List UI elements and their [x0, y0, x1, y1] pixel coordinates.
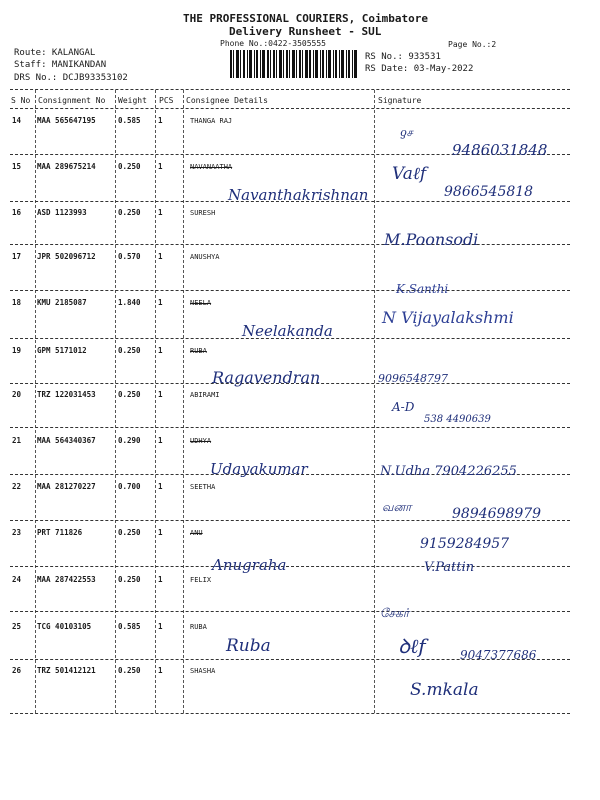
row-sno: 16	[12, 208, 22, 217]
row-rule	[10, 290, 570, 291]
col-header-signature: Signature	[378, 96, 422, 105]
row-sno: 20	[12, 390, 22, 399]
row-weight: 0.250	[118, 346, 141, 355]
row-sno: 21	[12, 436, 22, 445]
row-weight: 0.585	[118, 116, 141, 125]
row-weight: 0.290	[118, 436, 141, 445]
row-rule	[10, 427, 570, 428]
row-rule	[10, 244, 570, 245]
row-weight: 0.250	[118, 575, 141, 584]
row-weight: 0.250	[118, 666, 141, 675]
row-weight: 0.250	[118, 390, 141, 399]
col-header-consignee: Consignee Details	[186, 96, 268, 105]
rs-number: RS No.: 933531	[365, 52, 441, 62]
col-header-pcs: PCS	[159, 96, 174, 105]
handwritten-name: S.mkala	[410, 680, 479, 700]
row-weight: 0.585	[118, 622, 141, 631]
handwritten-name: Navanthakrishnan	[228, 186, 369, 204]
handwritten-signature-mark: ꝺℓf	[398, 634, 426, 658]
row-sno: 17	[12, 252, 22, 261]
handwritten-phone: 9159284957	[420, 536, 510, 552]
row-weight: 0.570	[118, 252, 141, 261]
row-consignee: SURESH	[190, 209, 216, 217]
table-top-rule	[10, 89, 570, 90]
handwritten-name: Ragavendran	[212, 368, 321, 387]
row-pcs: 1	[158, 482, 163, 491]
handwritten-name: Ruba	[226, 636, 271, 656]
row-consignment: MAA 564340367	[37, 436, 96, 445]
row-weight: 1.840	[118, 298, 141, 307]
row-weight: 0.250	[118, 162, 141, 171]
handwritten-mark: A-D	[392, 400, 415, 414]
col-header-consignment: Consignment No	[38, 96, 106, 105]
row-weight: 0.700	[118, 482, 141, 491]
handwritten-phone: 9866545818	[444, 184, 534, 200]
staff-label: Staff: MANIKANDAN	[14, 60, 107, 70]
row-sno: 15	[12, 162, 22, 171]
row-consignee: FELIX	[190, 576, 212, 584]
runsheet-title: Delivery Runsheet - SUL	[229, 25, 382, 38]
row-pcs: 1	[158, 116, 163, 125]
row-pcs: 1	[158, 298, 163, 307]
handwritten-phone: 9047377686	[460, 648, 537, 662]
row-consignment: MAA 281270227	[37, 482, 96, 491]
handwritten-signature-mark: சேகர்	[380, 606, 410, 620]
handwritten-name: Anugraha	[212, 556, 287, 574]
row-pcs: 1	[158, 575, 163, 584]
col-divider	[374, 90, 375, 713]
handwritten-signature-mark: Vaℓf	[392, 164, 427, 184]
row-consignment: TCG 40103105	[37, 622, 92, 631]
handwritten-name: M.Poonsodi	[384, 230, 479, 249]
row-pcs: 1	[158, 436, 163, 445]
col-divider	[183, 90, 184, 713]
row-consignee: SHASHA	[190, 667, 216, 675]
row-consignee: NAVANAATHA	[190, 163, 233, 171]
row-pcs: 1	[158, 208, 163, 217]
handwritten-name: Udayakumar	[210, 460, 308, 478]
handwritten-name: N Vijayalakshmi	[382, 308, 514, 327]
row-weight: 0.250	[118, 208, 141, 217]
handwritten-name: K.Santhi	[396, 282, 449, 296]
row-sno: 23	[12, 528, 22, 537]
handwritten-signature-mark: வனா	[382, 500, 412, 514]
row-consignee: NEELA	[190, 299, 212, 307]
row-sno: 18	[12, 298, 22, 307]
row-pcs: 1	[158, 346, 163, 355]
drs-number: DRS No.: DCJB93353102	[14, 73, 128, 83]
handwritten-phone: 9486031848	[452, 141, 548, 159]
row-consignment: MAA 289675214	[37, 162, 96, 171]
row-consignee: ANUSHYA	[190, 253, 220, 261]
page-number: Page No.:2	[448, 40, 497, 49]
row-pcs: 1	[158, 528, 163, 537]
route-label: Route: KALANGAL	[14, 48, 96, 58]
handwritten-name: V.Pattin	[424, 560, 475, 575]
col-divider	[35, 90, 36, 713]
row-consignee: RUBA	[190, 347, 207, 355]
company-title: THE PROFESSIONAL COURIERS, Coimbatore	[183, 12, 429, 25]
rs-date: RS Date: 03-May-2022	[365, 64, 474, 74]
row-pcs: 1	[158, 252, 163, 261]
handwritten-phone: 9096548797	[378, 372, 448, 385]
row-consignment: MAA 565647195	[37, 116, 96, 125]
row-sno: 19	[12, 346, 22, 355]
row-consignee: ABIRAMI	[190, 391, 220, 399]
row-pcs: 1	[158, 162, 163, 171]
col-header-sno: S No	[11, 96, 31, 105]
row-consignment: PRT 711826	[37, 528, 83, 537]
handwritten-signature-mark: ƍச	[400, 126, 413, 139]
row-pcs: 1	[158, 666, 163, 675]
row-consignment: TRZ 122031453	[37, 390, 96, 399]
row-consignment: TRZ 501412121	[37, 666, 96, 675]
row-sno: 24	[12, 575, 22, 584]
row-consignee: THANGA RAJ	[190, 117, 233, 125]
row-sno: 14	[12, 116, 22, 125]
row-consignment: JPR 502096712	[37, 252, 96, 261]
row-rule	[10, 611, 570, 612]
row-consignee: ANU	[190, 529, 203, 537]
row-pcs: 1	[158, 390, 163, 399]
row-consignment: KMU 2185087	[37, 298, 87, 307]
handwritten-name: Neelakanda	[242, 322, 333, 340]
col-divider	[115, 90, 116, 713]
row-consignment: GPM 5171012	[37, 346, 87, 355]
col-header-weight: Weight	[118, 96, 147, 105]
row-sno: 25	[12, 622, 22, 631]
table-bottom-rule	[10, 713, 570, 714]
col-divider	[155, 90, 156, 713]
handwritten-name-phone: N.Udha 7904226255	[380, 464, 517, 479]
table-header-rule	[10, 108, 570, 109]
row-consignment: ASD 1123993	[37, 208, 87, 217]
row-weight: 0.250	[118, 528, 141, 537]
row-consignment: MAA 287422553	[37, 575, 96, 584]
handwritten-phone: 9894698979	[452, 506, 542, 522]
phone-number: Phone No.:0422-3505555	[220, 39, 326, 48]
row-sno: 22	[12, 482, 22, 491]
row-sno: 26	[12, 666, 22, 675]
barcode	[230, 50, 358, 78]
row-consignee: RUBA	[190, 623, 207, 631]
handwritten-phone: 538 4490639	[424, 414, 491, 425]
row-rule	[10, 566, 570, 567]
row-pcs: 1	[158, 622, 163, 631]
row-consignee: SEETHA	[190, 483, 216, 491]
row-consignee: UDHYA	[190, 437, 212, 445]
